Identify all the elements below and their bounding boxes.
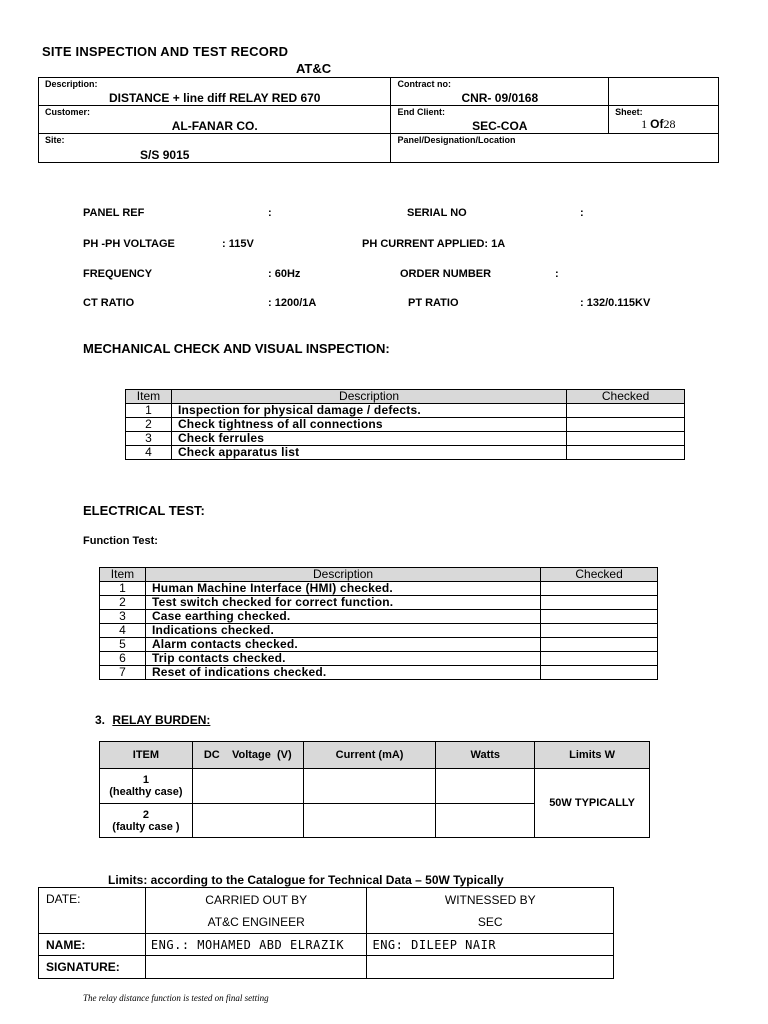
signoff-row-signature xyxy=(39,956,614,979)
carried-out-label: CARRIED OUT BY xyxy=(205,892,308,907)
item-cell xyxy=(100,804,193,838)
document-title: SITE INSPECTION AND TEST RECORD xyxy=(42,44,289,59)
order-number-label: ORDER NUMBER xyxy=(400,268,492,280)
item-number: 5 xyxy=(100,638,146,652)
column-header: ITEM xyxy=(100,742,193,769)
item-number: 1 xyxy=(100,582,146,596)
item-description: Trip contacts checked. xyxy=(145,652,540,666)
current-cell[interactable] xyxy=(303,769,436,804)
table-row xyxy=(126,432,685,446)
signoff-table xyxy=(38,887,614,979)
description-value: DISTANCE + line diff RELAY RED 670 xyxy=(108,91,321,105)
table-row xyxy=(100,582,658,596)
limits-note: Limits: according to the Catalogue for Technical Data – 50W Typically xyxy=(108,873,504,887)
order-number-colon: : xyxy=(555,268,559,280)
mechanical-table xyxy=(125,389,685,460)
table-row xyxy=(126,418,685,432)
checked-cell[interactable] xyxy=(541,666,658,680)
carried-out-by: AT&C ENGINEER xyxy=(207,914,305,929)
item-description: Case earthing checked. xyxy=(145,610,540,624)
contract-value: CNR- 09/0168 xyxy=(461,91,539,105)
description-label: Description: xyxy=(45,79,98,89)
carried-out-name[interactable]: ENG.: MOHAMED ABD ELRAZIK xyxy=(145,934,367,956)
table-row xyxy=(100,610,658,624)
date-label: DATE: xyxy=(39,888,146,934)
signoff-row-date xyxy=(39,888,614,934)
item-number: 7 xyxy=(100,666,146,680)
customer-label: Customer: xyxy=(45,107,91,117)
column-header: Limits W xyxy=(535,742,650,769)
item-number: 1 xyxy=(142,774,149,786)
checked-cell[interactable] xyxy=(567,432,685,446)
end-client-cell xyxy=(391,106,609,134)
item-description: Indications checked. xyxy=(145,624,540,638)
section-number: 3. xyxy=(95,713,106,727)
table-row xyxy=(100,652,658,666)
witnessed-name[interactable]: ENG: DILEEP NAIR xyxy=(367,934,614,956)
signature-label: SIGNATURE: xyxy=(39,956,146,979)
item-number: 1 xyxy=(126,404,172,418)
checked-cell[interactable] xyxy=(541,638,658,652)
pt-ratio-label: PT RATIO xyxy=(408,297,459,309)
item-description: Inspection for physical damage / defects. xyxy=(171,404,566,418)
column-header: Description xyxy=(145,568,540,582)
column-header: Description xyxy=(171,390,566,404)
contract-extra-cell xyxy=(609,78,719,106)
checked-cell[interactable] xyxy=(567,418,685,432)
contract-label: Contract no: xyxy=(397,79,451,89)
site-value: S/S 9015 xyxy=(140,148,190,162)
ct-ratio-value: : 1200/1A xyxy=(268,297,317,309)
item-description: Check apparatus list xyxy=(171,446,566,460)
table-header-row xyxy=(100,742,650,769)
sheet-number: 1 Of28 xyxy=(641,117,676,131)
item-number: 3 xyxy=(126,432,172,446)
function-test-table xyxy=(99,567,658,680)
checked-cell[interactable] xyxy=(541,596,658,610)
frequency-value: : 60Hz xyxy=(268,268,301,280)
site-label: Site: xyxy=(45,135,65,145)
limit-cell: 50W TYPICALLY xyxy=(535,769,650,838)
column-header: Checked xyxy=(567,390,685,404)
column-header: Watts xyxy=(436,742,535,769)
checked-cell[interactable] xyxy=(567,446,685,460)
electrical-heading: ELECTRICAL TEST: xyxy=(83,503,205,518)
relay-burden-table xyxy=(99,741,650,838)
frequency-label: FREQUENCY xyxy=(83,268,153,280)
column-header: Item xyxy=(126,390,172,404)
checked-cell[interactable] xyxy=(541,652,658,666)
table-row xyxy=(100,596,658,610)
end-client-value: SEC-COA xyxy=(472,119,528,133)
item-description: Alarm contacts checked. xyxy=(145,638,540,652)
checked-cell[interactable] xyxy=(541,610,658,624)
item-cell xyxy=(100,769,193,804)
column-header: DC Voltage (V) xyxy=(192,742,303,769)
table-row xyxy=(100,769,650,804)
relay-burden-heading xyxy=(95,713,210,727)
ph-current-label: PH CURRENT APPLIED: 1A xyxy=(362,238,506,250)
signoff-row-name xyxy=(39,934,614,956)
item-case: (healthy case) xyxy=(109,786,183,798)
footnote: The relay distance function is tested on final setting xyxy=(83,993,269,1003)
item-case: (faulty case ) xyxy=(112,820,180,833)
name-label: NAME: xyxy=(39,934,146,956)
table-row xyxy=(126,404,685,418)
column-header: Current (mA) xyxy=(303,742,436,769)
table-header-row xyxy=(126,390,685,404)
checked-cell[interactable] xyxy=(567,404,685,418)
table-row xyxy=(100,638,658,652)
mechanical-heading: MECHANICAL CHECK AND VISUAL INSPECTION: xyxy=(83,341,390,356)
column-header: Item xyxy=(100,568,146,582)
description-cell xyxy=(39,78,391,106)
carried-out-signature[interactable] xyxy=(145,956,367,979)
customer-cell xyxy=(39,106,391,134)
item-description: Test switch checked for correct function. xyxy=(145,596,540,610)
checked-cell[interactable] xyxy=(541,582,658,596)
sheet-cell xyxy=(609,106,719,134)
witnessed-by: SEC xyxy=(477,914,503,929)
table-row xyxy=(100,666,658,680)
witnessed-label: WITNESSED BY xyxy=(444,892,536,907)
watts-cell[interactable] xyxy=(436,804,535,838)
table-header-row xyxy=(100,568,658,582)
sheet-label: Sheet: xyxy=(615,107,643,117)
item-number: 2 xyxy=(100,596,146,610)
checked-cell[interactable] xyxy=(541,624,658,638)
panel-cell xyxy=(391,134,719,163)
witnessed-cell xyxy=(367,888,614,934)
witnessed-signature[interactable] xyxy=(367,956,614,979)
item-number: 4 xyxy=(100,624,146,638)
customer-value: AL-FANAR CO. xyxy=(171,119,258,133)
dc-voltage-cell[interactable] xyxy=(192,769,303,804)
table-row xyxy=(100,624,658,638)
header-info-table xyxy=(38,77,719,163)
item-number: 3 xyxy=(100,610,146,624)
item-description: Human Machine Interface (HMI) checked. xyxy=(145,582,540,596)
watts-cell[interactable] xyxy=(436,769,535,804)
item-number: 4 xyxy=(126,446,172,460)
carried-out-cell xyxy=(145,888,367,934)
item-number: 2 xyxy=(126,418,172,432)
item-number: 2 xyxy=(142,808,149,821)
function-test-heading: Function Test: xyxy=(83,535,158,547)
pt-ratio-value: : 132/0.115KV xyxy=(580,297,651,309)
panel-ref-colon: : xyxy=(268,207,272,219)
item-number: 6 xyxy=(100,652,146,666)
contract-cell xyxy=(391,78,609,106)
ph-voltage-label: PH -PH VOLTAGE xyxy=(83,238,175,250)
company-name: AT&C xyxy=(296,61,332,76)
item-description: Check tightness of all connections xyxy=(171,418,566,432)
dc-voltage-cell[interactable] xyxy=(192,804,303,838)
end-client-label: End Client: xyxy=(397,107,445,117)
ct-ratio-label: CT RATIO xyxy=(83,297,135,309)
item-description: Check ferrules xyxy=(171,432,566,446)
item-description: Reset of indications checked. xyxy=(145,666,540,680)
column-header: Checked xyxy=(541,568,658,582)
panel-ref-label: PANEL REF xyxy=(83,207,145,219)
table-row xyxy=(126,446,685,460)
serial-no-label: SERIAL NO xyxy=(407,207,467,219)
site-cell xyxy=(39,134,391,163)
panel-label: Panel/Designation/Location xyxy=(397,135,516,145)
current-cell[interactable] xyxy=(303,804,436,838)
ph-voltage-value: : 115V xyxy=(222,238,254,250)
serial-no-colon: : xyxy=(580,207,584,219)
relay-burden-title: RELAY BURDEN: xyxy=(112,713,211,727)
